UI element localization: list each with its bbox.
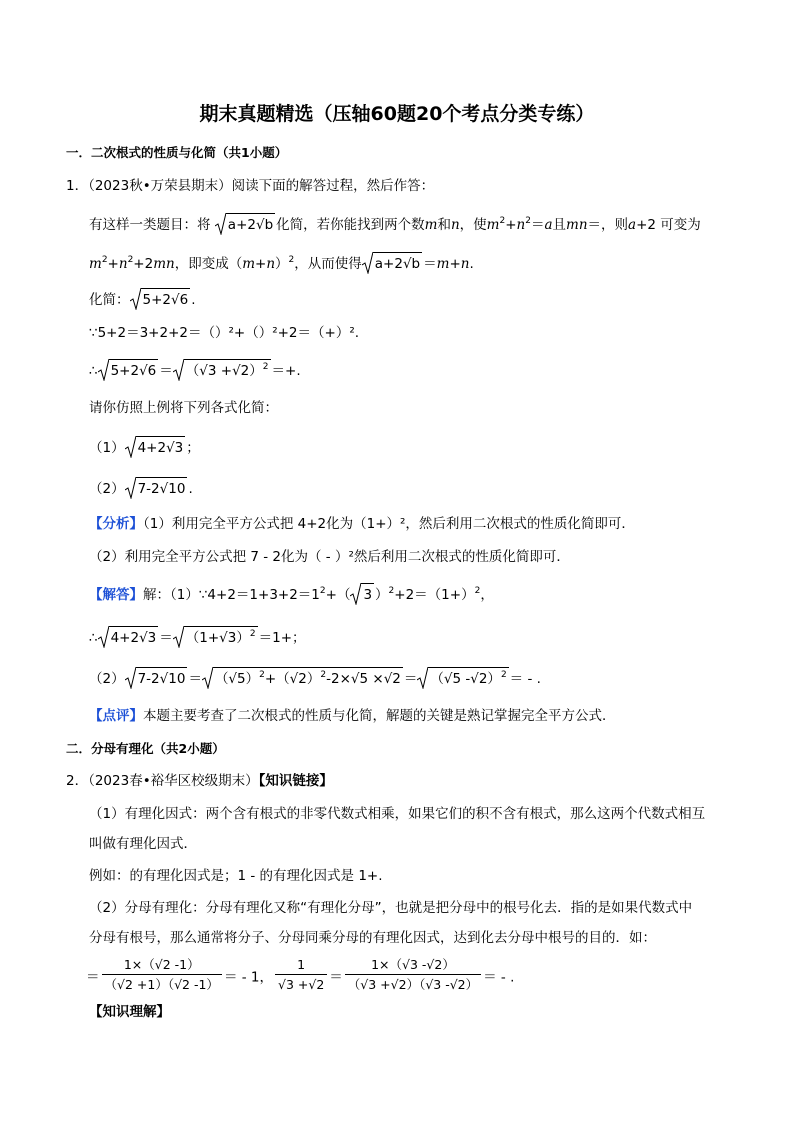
page-title: 期末真题精选（压轴60题20个考点分类专练）	[199, 103, 595, 125]
q1-stem: 1．（2023秋•万荣县期末）阅读下面的解答过程，然后作答：	[66, 178, 435, 194]
fraction-1: $\frac{1\times(√2 -1)}{(√2 +1)(√2 -1)}$	[102, 956, 222, 995]
q2-knowledge-2a: （2）分母有理化：分母有理化又称“有理化分母”，也就是把分母中的根号化去．指的是如果代数式中	[89, 900, 693, 916]
q1-analysis-2: （2）利用完全平方公式把 7 - 2化为（ - ）²然后利用二次根式的性质化简即可．	[89, 549, 570, 565]
section-2-header: 二．分母有理化（共2小题）	[66, 741, 225, 756]
fraction-3: $\frac{1\times(√3 -√2)}{(√3 +√2)(√3 -√2)}$	[345, 956, 481, 995]
radical-a-2b-2: a+2√b	[362, 252, 422, 274]
q1-analysis-1: 【分析】（1）利用完全平方公式把 4+2化为（1+）²，然后利用二次根式的性质化简即可．	[89, 516, 635, 532]
q1-sub-1: （1） 4+2√3 ；	[89, 436, 200, 458]
comment-tag: 【点评】	[89, 708, 143, 724]
radical-5-2root6-b: 5+2√6	[98, 359, 159, 381]
q1-answer-1: 【解答】解：$(1)\because 4+2=1+3+2=1^2+$（ 3 ）$^2+2=(1+)^2$，	[89, 583, 494, 605]
q1-intro-line-2: $m^2+n^2+2mn$，即变成$(m+n)^2$，从而使得 a+2√b ＝m+n.	[89, 252, 474, 274]
radical-5-2root6: 5+2√6	[130, 288, 191, 310]
radical-7-2root10-b: 7-2√10	[125, 667, 188, 689]
q1-therefore-line: ∴ 5+2√6 ＝ $(√3 +√2)^2$ ＝+.	[89, 359, 301, 381]
radical-expansion: $(√5)^2+(√2)^2-2\times√5 \times√2$	[202, 667, 403, 689]
q2-example: 例如：的有理化因式是；1 - 的有理化因式是 1+.	[89, 868, 383, 884]
q1-answer-3: （2） 7-2√10 ＝ $(√5)^2+(√2)^2-2\times√5 \times√2$ ＝ （√5 -√2）$^2$ ＝ - .	[89, 667, 541, 689]
radical-1-root3-sq: $(1+√3)^2$	[173, 626, 258, 648]
radical-3: 3	[350, 583, 374, 605]
radical-4-2root3: 4+2√3	[125, 436, 186, 458]
q1-sub-2: （2） 7-2√10 .	[89, 477, 193, 499]
q1-ask: 请你仿照上例将下列各式化简：	[89, 400, 278, 416]
analysis-tag: 【分析】	[89, 516, 143, 532]
q1-because-line: ∵5+2＝3+2+2＝（）²+（）²+2＝（+）².	[89, 325, 360, 341]
radical-square-expr: $(√3 +√2)^2$	[173, 359, 271, 381]
radical-4-2root3-b: 4+2√3	[98, 626, 159, 648]
radical-root5-root2-sq: （√5 -√2）$^2$	[417, 667, 508, 689]
q1-simplify-example: 化简： 5+2√6 .	[89, 288, 195, 310]
q2-fraction-examples: ＝ $\frac{1\times(√2 -1)}{(√2 +1)(√2 -1)}$ ＝ - 1， $\frac{1}{√3 +√2}$ ＝ $\frac{1\times(√3 -√2)}{(√3 +√2)(√3 -√2)}$ ＝ - .	[86, 956, 514, 995]
q1-intro-line-1: 有这样一类题目：将 a+2√b 化简，若你能找到两个数m和n，使$m^2+n^2=a$且mn＝，则a+2 可变为	[89, 213, 701, 235]
fraction-2: $\frac{1}{√3 +√2}$	[275, 956, 327, 995]
q2-knowledge-1a: （1）有理化因式：两个含有根式的非零代数式相乘，如果它们的积不含有根式，那么这两个代数式相互	[89, 806, 706, 822]
q1-answer-2: ∴ 4+2√3 ＝ $(1+√3)^2 =1+$；	[89, 626, 306, 648]
q2-stem: 2．（2023春•裕华区校级期末）【知识链接】	[66, 773, 333, 789]
q2-knowledge-2b: 分母有根号，那么通常将分子、分母同乘分母的有理化因式，达到化去分母中根号的目的．如：	[89, 930, 656, 946]
section-1-header: 一．二次根式的性质与化简（共1小题）	[66, 145, 288, 160]
q2-knowledge-1b: 叫做有理化因式．	[89, 836, 197, 852]
q2-understand-tag: 【知识理解】	[89, 1004, 170, 1020]
radical-a-2b: a+2√b	[215, 213, 275, 235]
answer-tag: 【解答】	[89, 587, 143, 603]
q1-comment: 【点评】本题主要考查了二次根式的性质与化简，解题的关键是熟记掌握完全平方公式．	[89, 708, 616, 724]
radical-7-2root10: 7-2√10	[125, 477, 188, 499]
